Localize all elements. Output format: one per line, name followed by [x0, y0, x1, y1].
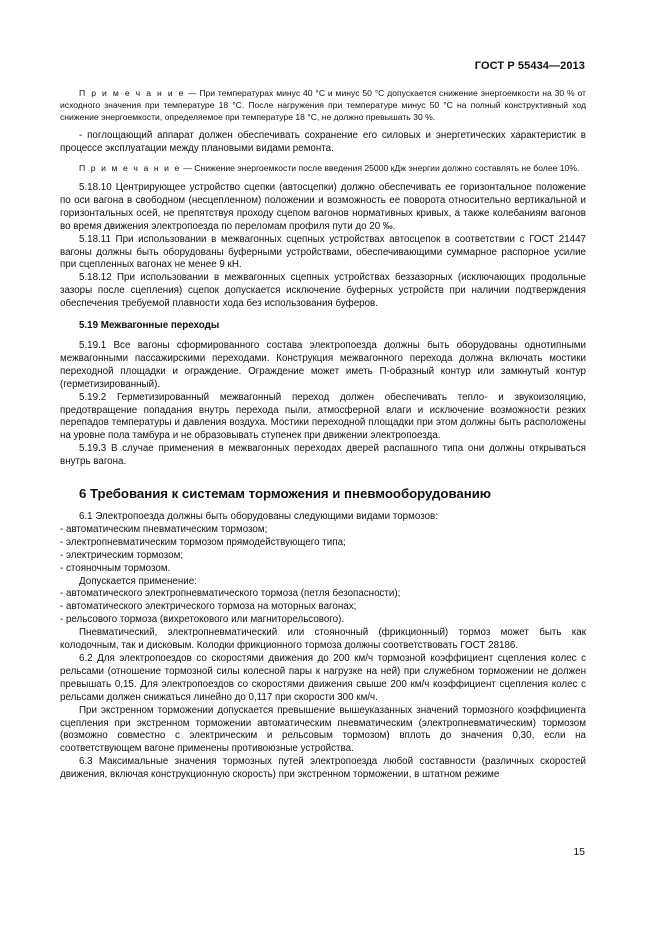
clause-5-18-12: 5.18.12 При использовании в межвагонных сцепных устройствах беззазорных (исключающих продольные зазоры после сцепления) сцепок допускается исключение буферных устройств при наличии подтверждения обеспечения требуемой плавности хода без использования буферов. — [60, 272, 586, 310]
paragraph-absorber: - поглощающий аппарат должен обеспечивать сохранение его силовых и энергетических характеристик в процессе эксплуатации между плановыми видами ремонта. — [60, 130, 586, 155]
clause-5-19-3: 5.19.3 В случае применения в межвагонных переходах дверей распашного типа они должны открываться внутрь вагона. — [60, 443, 586, 468]
list-item: - рельсового тормоза (вихретокового или магниторельсового). — [60, 614, 345, 626]
clause-6-3: 6.3 Максимальные значения тормозных путей электропоезда любой составности (различных скоростей движения, включая конструкционную скорость) при экстренном торможении, в штатном режиме — [60, 756, 586, 781]
section-heading-6: 6 Требования к системам торможения и пневмооборудованию — [79, 486, 492, 502]
list-item: - автоматического электрического тормоза на моторных вагонах; — [60, 601, 357, 613]
note-energy-temperature — [60, 88, 586, 123]
paragraph-emergency: При экстренном торможении допускается превышение вышеуказанных значений тормозного коэффициента сцепления при экстренном торможении автоматическим пневматическим (электропневматическим) тормозом (возможно совместно с электрическим и рельсовым тормозом) вплоть до значения 0,30, если на соответствующем вагоне применены противоюзные устройства. — [60, 704, 586, 755]
clause-5-19-1: 5.19.1 Все вагоны сформированного состава электропоезда должны быть оборудованы однотипными межвагонными пассажирскими переходами. Конструкция межвагонного перехода должна включать мостики переходной площадки и ограждение. Ограждение может иметь П-образный контур или замкнутый контур (герметизированный). — [60, 339, 586, 390]
note-text: — Снижение энергоемкости после введения 25000 кДж энергии должно составлять не более 10%. — [180, 163, 580, 174]
page-body — [60, 88, 586, 782]
note-text: — При температурах минус 40 °С и минус 50 °С допускается снижение энергоемкости на 30 % от исходного значения при температуре 18 °С. После нагружения при температуре минус 50 °С на полный конструктивный ход снижение энергоемкости, определяемое при температуре 18 °С, не должно превышать 30 %. — [60, 88, 586, 122]
list-item: - электропневматическим тормозом прямодействующего типа; — [60, 536, 346, 548]
clause-5-18-11: 5.18.11 При использовании в межвагонных сцепных устройствах автосцепок в соответствии с ГОСТ 21447 вагоны должны быть оборудованы буферными устройствами, обеспечивающими суммарное распорное усилие при сцепленных вагонах не менее 9 кН. — [60, 233, 586, 271]
list-item: - стояночным тормозом. — [60, 562, 171, 574]
clause-6-2: 6.2 Для электропоездов со скоростями движения до 200 км/ч тормозной коэффициент сцепления колес с рельсами (отношение тормозной силы колесной пары к нагрузке на ней) при служебном торможении не должен превышать 0,15. Для электропоездов со скоростями движения свыше 200 км/ч коэффициент сцепления колес с рельсами должен снижаться линейно до 0,117 при скорости 300 км/ч. — [60, 653, 586, 703]
note-label: П р и м е ч а н и е — [79, 163, 181, 174]
note-energy-reduction — [60, 163, 586, 175]
clause-5-19-2: 5.19.2 Герметизированный межвагонный переход должен обеспечивать тепло- и звукоизоляцию, предотвращение попадания внутрь перехода пыли, атмосферной влаги и исключение возможности резких перепадов температуры и давления воздуха. Мостики переходной площадки при этом должны быть расположены на уровне пола тамбура и не образовывать ступенек при движении электропоезда. — [60, 391, 586, 442]
list-item: - автоматическим пневматическим тормозом; — [60, 523, 268, 535]
document-code: ГОСТ Р 55434—2013 — [474, 60, 585, 72]
note-label: П р и м е ч а н и е — [79, 88, 186, 98]
section-heading-5-19: 5.19 Межвагонные переходы — [79, 320, 220, 332]
list-item: - автоматического электропневматического тормоза (петля безопасности); — [60, 588, 401, 600]
clause-6-1: 6.1 Электропоезда должны быть оборудованы следующими видами тормозов: — [79, 511, 438, 523]
paragraph-pneumatic: Пневматический, электропневматический или стояночный (фрикционный) тормоз может быть как колодочным, так и дисковым. Колодки фрикционного тормоза должны соответствовать ГОСТ 28186. — [60, 627, 586, 652]
page-number: 15 — [573, 846, 585, 858]
allowed-label: Допускается применение: — [79, 575, 197, 587]
clause-5-18-10: 5.18.10 Центрирующее устройство сцепки (автосцепки) должно обеспечивать ее горизонтальное положение по оси вагона в свободном (несцепленном) положении и возможность ее поворота относительно вертикальной и горизонтальных осей, не препятствуя проходу сцепом вагонов нормативных кривых, а также колебаниям вагонов во время движения электропоезда по переломам профиля пути до 20 ‰. — [60, 182, 586, 232]
list-item: - электрическим тормозом; — [60, 549, 184, 561]
